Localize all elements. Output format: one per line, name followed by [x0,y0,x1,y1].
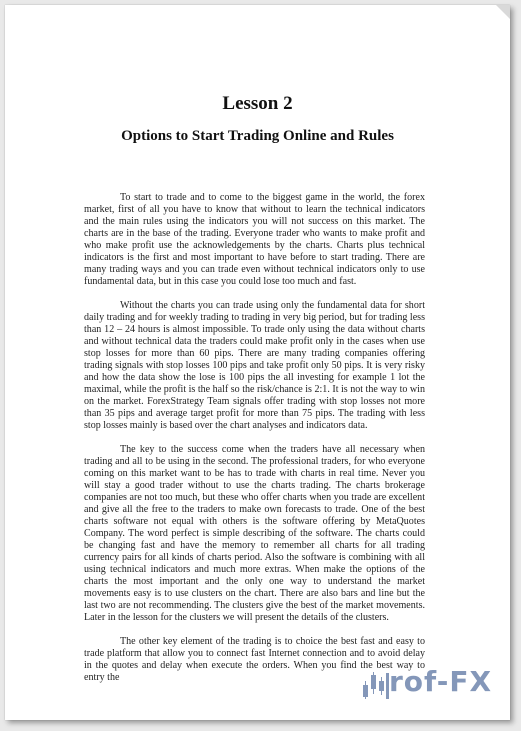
paragraph-4: The other key element of the trading is to choice the best fast and easy to trade platform that allow you to connect fast Internet connection and to avoid delay in the quotes and delay when execute the orders. When you find the best way to entry the [84,636,425,683]
paragraph-2: Without the charts you can trade using only the fundamental data for short daily trading and for weekly trading to trading in very big period, but for trading less than 12 – 24 hours is almost impossible. To trade only using the data without charts and without technical data the traders could make profit only in the cases when use stop losses for more than 60 pips. There are many trading companies offering trading signals with stop losses 100 pips and take profit only 50 pips. It is very risky and how the data show the lose is 100 pips the all investing for example 1 lot the maximal, while the profit is the half so the risk/chance is 2:1. It is not the way to win on the market. ForexStrategy Team signals offer trading with stop losses not more than 35 pips and average target profit for more than 75 pips. The trading with less stop losses mainly is based over the chart analyses and indicators data. [84,300,425,431]
paragraph-3: The key to the success come when the traders have all necessary when trading and all to be using in the second. The professional traders, for who everyone coming on this market want to be has to trade with charts in real time. Never you will stay a good trader without to use the charts trading. The charts brokerage companies are not too much, but these who offer charts when you trade are excellent and give all the free to the traders to make own forecasts to trade. One of the best charts software not equal with others is the software offering by MetaQuotes Company. The word perfect is simple describing of the software. The charts could be changing fast and have the memory to remember all charts for all trading currency pairs for all kinds of charts period. Also the software is combining with all using technical indicators and much more extras. When make the options of the charts the most important and the only one way to understand the market movements easy is to use clusters on the chart. There are also bars and line but the last two are not recommending. The clusters give the best of the market movements. Later in the lesson for the clusters we will present the details of the clusters. [84,444,425,623]
prof-fx-watermark-logo [361,665,507,701]
paragraph-1: To start to trade and to come to the biggest game in the world, the forex market, first of all you have to know that without to learn the technical indicators and the main rules using the indicators you will not success on this market. The charts are in the base of the trading. Everyone trader who wants to make profit and who make profit use the acknowledgements by the charts. Charts plus technical indicators is the first and most important to have before to start trading. There are many trading ways and you can trade even without technical indicators only to use fundamental data, but in this case you could lose too much and fast. [84,192,425,287]
page-corner-fold [496,5,510,19]
candlestick-chart-icon [361,671,391,699]
document-page [5,5,510,720]
body-text [84,192,425,696]
watermark-text: rof-FX [389,665,493,698]
lesson-subtitle: Options to Start Trading Online and Rules [121,128,394,144]
lesson-title: Lesson 2 [222,93,293,114]
